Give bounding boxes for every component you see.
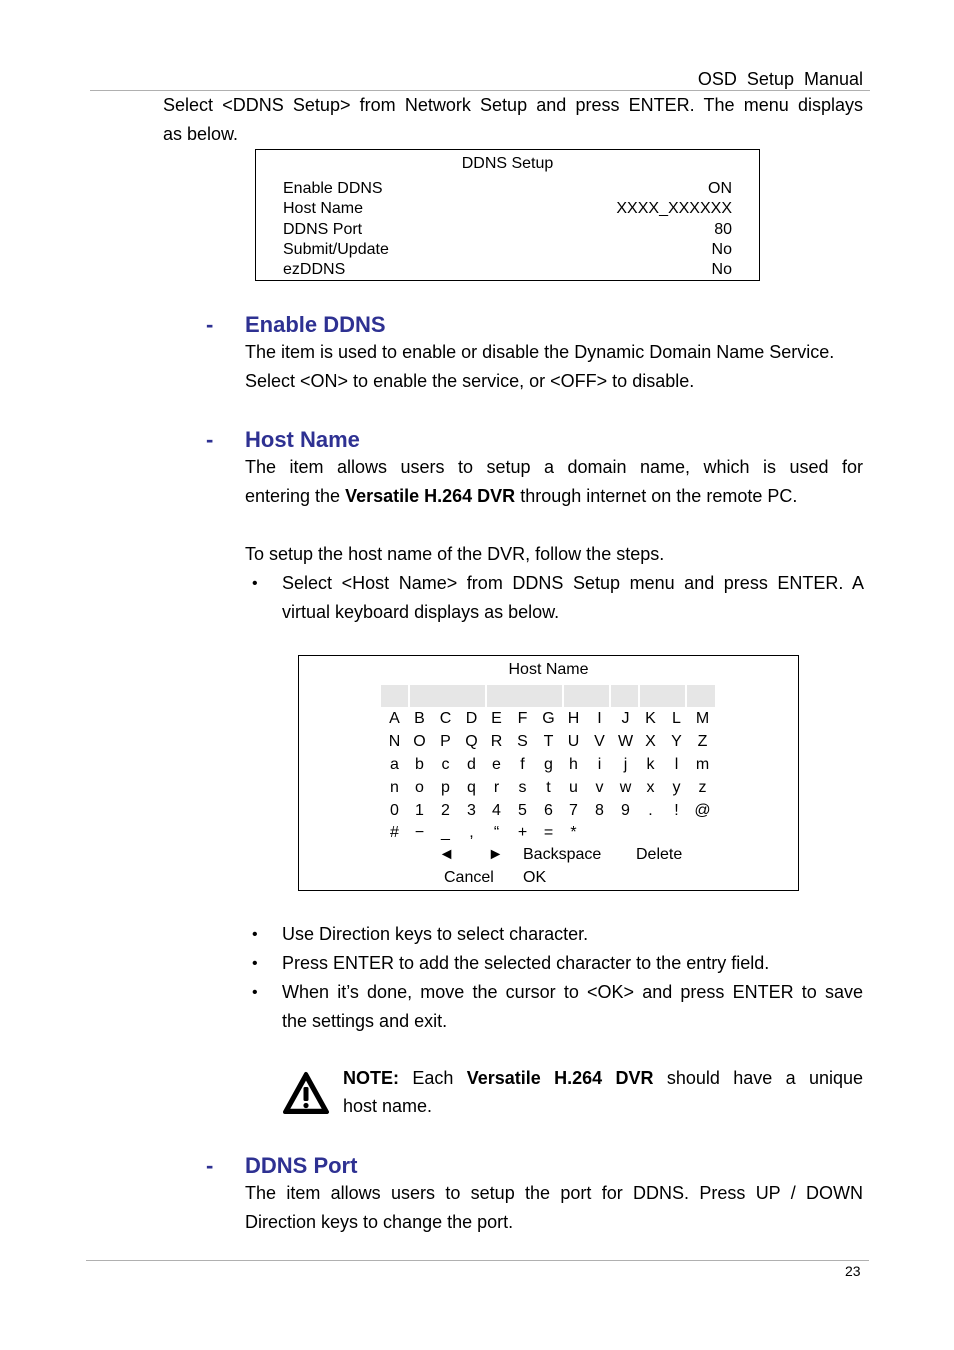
section-dash: - [206,1153,214,1178]
keyboard-key[interactable]: ! [674,802,679,819]
keyboard-key[interactable]: 4 [492,802,501,819]
keyboard-key[interactable]: G [542,710,555,727]
keyboard-key[interactable]: = [543,824,554,841]
host-name-line-2 [245,482,797,511]
keyboard-key[interactable]: n [390,779,399,796]
keyboard-key[interactable]: f [520,756,525,773]
keyboard-key[interactable]: V [594,733,605,750]
entry-field-cell [487,685,562,707]
warning-icon [282,1071,330,1115]
keyboard-key[interactable]: k [646,756,655,773]
step-4-line-2: the settings and exit. [282,1011,448,1031]
keyboard-key[interactable]: X [645,733,656,750]
menu-row-enable-ddns[interactable] [283,179,732,199]
keyboard-key[interactable]: u [569,779,578,796]
backspace-key[interactable]: Backspace [523,846,602,863]
keyboard-key[interactable]: y [672,779,681,796]
keyboard-key[interactable]: J [621,710,630,727]
entry-field-cell [611,685,638,707]
menu-row-submit-update[interactable] [283,240,732,260]
keyboard-key[interactable]: Y [671,733,682,750]
keyboard-key[interactable]: W [617,733,634,750]
keyboard-title: Host Name [508,661,589,678]
keyboard-key[interactable]: 0 [390,802,399,819]
heading-enable-ddns: Enable DDNS [245,312,386,337]
menu-row-value: XXXX_XXXXXX [616,200,732,217]
keyboard-key[interactable]: * [570,824,577,841]
keyboard-key[interactable]: A [389,710,400,727]
entry-field-cell [564,685,609,707]
keyboard-key[interactable]: C [439,710,452,727]
keyboard-key[interactable]: . [648,802,653,819]
steps-intro: To setup the host name of the DVR, follow the steps. [245,544,665,564]
note-pre: Each [399,1068,467,1088]
host-name-line-1: The item allows users to setup a domain name, which is used for [245,457,863,477]
enable-ddns-line-1: The item is used to enable or disable the Dynamic Domain Name Service. [245,342,835,362]
keyboard-key[interactable]: , [469,824,474,841]
section-dash: - [206,427,214,452]
keyboard-key[interactable]: I [597,710,602,727]
keyboard-key[interactable]: o [415,779,424,796]
step-4-line-1: When it’s done, move the cursor to <OK> and press ENTER to save [282,982,863,1002]
keyboard-key[interactable]: b [415,756,424,773]
delete-key[interactable]: Delete [636,846,683,863]
keyboard-key[interactable]: − [414,824,425,841]
ddns-menu-title: DDNS Setup [461,155,554,172]
product-name: Versatile H.264 DVR [345,486,516,506]
keyboard-key[interactable]: w [619,779,632,796]
bullet-marker: • [252,926,258,943]
keyboard-key[interactable]: D [465,710,478,727]
menu-row-value: ON [708,180,732,197]
keyboard-key[interactable]: c [441,756,450,773]
menu-row-value: 80 [714,221,732,238]
bullet-marker: • [252,955,258,972]
menu-row-label: Submit/Update [283,241,389,258]
right-arrow-key[interactable]: ► [487,846,504,863]
entry-field-cell [687,685,715,707]
menu-row-label: Host Name [283,200,364,217]
keyboard-key[interactable]: K [645,710,656,727]
keyboard-key[interactable]: s [518,779,527,796]
product-name: Versatile H.264 DVR [466,1068,654,1088]
keyboard-key[interactable]: _ [441,824,450,841]
keyboard-key[interactable]: 8 [595,802,604,819]
intro-line-2: as below. [163,124,239,144]
menu-row-host-name[interactable] [283,199,732,219]
keyboard-key[interactable]: l [674,756,679,773]
keyboard-key[interactable]: 7 [569,802,578,819]
keyboard-key[interactable]: 2 [441,802,450,819]
keyboard-key[interactable]: j [623,756,628,773]
keyboard-key[interactable]: e [492,756,501,773]
manual-title: OSD Setup Manual [697,69,863,89]
keyboard-key[interactable]: m [695,756,710,773]
note-line-2: host name. [343,1096,433,1116]
keyboard-key[interactable]: v [595,779,604,796]
keyboard-key[interactable]: z [698,779,707,796]
keyboard-key[interactable]: “ [493,824,500,841]
keyboard-key[interactable]: + [517,824,528,841]
keyboard-key[interactable]: h [569,756,578,773]
step-3: Press ENTER to add the selected character to the entry field. [282,953,770,973]
menu-row-label: DDNS Port [283,221,363,238]
keyboard-key[interactable]: 1 [415,802,424,819]
note-post: should have a unique [653,1068,863,1088]
keyboard-key[interactable]: T [543,733,554,750]
menu-row-label: Enable DDNS [283,180,383,197]
keyboard-key[interactable]: r [493,779,500,796]
keyboard-key[interactable]: N [388,733,401,750]
heading-host-name: Host Name [245,427,360,452]
running-header [698,67,863,91]
keyboard-key[interactable]: q [467,779,476,796]
keyboard-key[interactable]: d [467,756,476,773]
keyboard-key[interactable]: p [441,779,450,796]
heading-ddns-port: DDNS Port [245,1153,358,1178]
keyboard-key[interactable]: Q [465,733,478,750]
keyboard-key[interactable]: 5 [518,802,527,819]
ok-key[interactable]: OK [523,869,547,886]
host-name-line-2-post: through internet on the remote PC. [515,486,798,506]
left-arrow-key[interactable]: ◄ [438,846,455,863]
host-name-line-2-pre: entering the [245,486,346,506]
entry-field-cell [640,685,685,707]
page-number: 23 [845,1263,861,1279]
virtual-keyboard [298,655,799,891]
keyboard-key[interactable]: R [490,733,503,750]
keyboard-key[interactable]: L [672,710,681,727]
entry-field-cell [381,685,408,707]
keyboard-key[interactable]: t [546,779,551,796]
keyboard-key[interactable]: M [695,710,710,727]
bullet-marker: • [252,984,258,1001]
menu-row-ezddns[interactable] [283,260,732,280]
section-dash: - [206,312,214,337]
keyboard-key[interactable]: F [517,710,528,727]
step-2: Use Direction keys to select character. [282,924,589,944]
bullet-marker: • [252,575,258,592]
keyboard-key[interactable]: 3 [467,802,476,819]
keyboard-key[interactable]: @ [694,802,711,819]
keyboard-key[interactable]: x [646,779,655,796]
enable-ddns-line-2: Select <ON> to enable the service, or <OFF> to disable. [245,371,695,391]
keyboard-key[interactable]: E [491,710,502,727]
step-1-line-1: Select <Host Name> from DDNS Setup menu and press ENTER. A [282,573,864,593]
keyboard-key[interactable]: 9 [621,802,630,819]
step-1-line-2: virtual keyboard displays as below. [282,602,560,622]
ddns-port-line-1: The item allows users to setup the port for DDNS. Press UP / DOWN [245,1183,863,1203]
menu-row-ddns-port[interactable] [283,220,732,240]
keyboard-key[interactable]: P [440,733,451,750]
cancel-key[interactable]: Cancel [444,869,494,886]
menu-row-value: No [711,261,732,278]
intro-line-1: Select <DDNS Setup> from Network Setup and press ENTER. The menu displays [163,95,863,115]
keyboard-key[interactable]: S [517,733,528,750]
ddns-port-line-2: Direction keys to change the port. [245,1212,514,1232]
note-line-1 [343,1064,863,1093]
keyboard-key[interactable]: U [567,733,580,750]
keyboard-key[interactable]: O [413,733,426,750]
note-label: NOTE: [343,1068,399,1088]
footer-rule [86,1260,869,1261]
keyboard-key[interactable]: Z [697,733,708,750]
keyboard-key[interactable]: H [567,710,580,727]
keyboard-key[interactable]: a [390,756,399,773]
keyboard-key[interactable]: g [544,756,553,773]
entry-field-cell [410,685,485,707]
ddns-setup-menu [255,149,760,281]
menu-row-value: No [711,241,732,258]
keyboard-key[interactable]: # [390,824,399,841]
keyboard-key[interactable]: B [414,710,425,727]
keyboard-key[interactable]: 6 [544,802,553,819]
menu-row-label: ezDDNS [283,261,346,278]
keyboard-key[interactable]: i [597,756,602,773]
